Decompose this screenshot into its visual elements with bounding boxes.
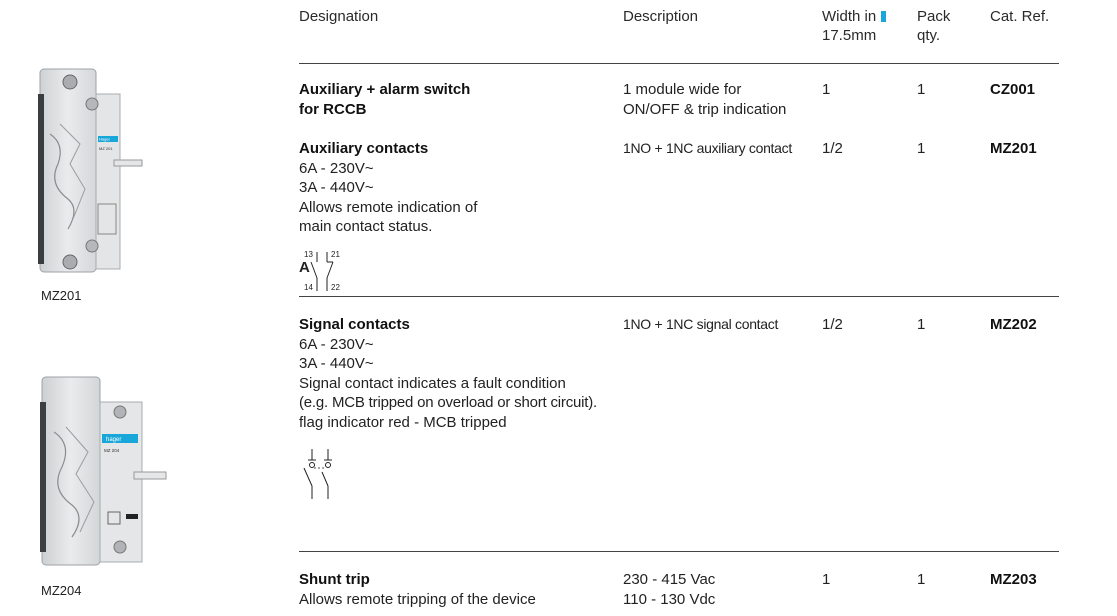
mz204-caption: MZ204 <box>41 583 82 598</box>
description-line: ON/OFF & trip indication <box>623 100 787 118</box>
auxiliary-contact-symbol <box>296 248 346 294</box>
detail-line: 6A - 230V~ <box>299 159 374 177</box>
description-line: 110 - 130 Vdc <box>623 590 716 608</box>
row-mz202-pack: 1 <box>917 316 926 333</box>
detail-line: 6A - 230V~ <box>299 335 374 353</box>
row-mz203-designation <box>299 570 536 609</box>
detail-line: 3A - 440V~ <box>299 179 374 196</box>
row-rule <box>299 296 1059 297</box>
detail-line: Signal contact indicates a fault condition <box>299 374 566 392</box>
row-cz001-catref: CZ001 <box>990 81 1036 98</box>
row-mz201-designation <box>299 139 477 237</box>
row-cz001-designation <box>299 80 470 119</box>
symbol-label-13: 13 <box>304 250 313 259</box>
width-marker-icon <box>881 11 886 22</box>
row-mz201-description: 1NO + 1NC auxiliary contact <box>623 140 792 156</box>
row-title: Auxiliary contacts <box>299 140 429 157</box>
header-pack <box>917 7 950 45</box>
detail-line: flag indicator red - MCB tripped <box>299 413 507 431</box>
row-mz202-width: 1/2 <box>822 316 843 333</box>
mz204-label-text: MZ 204 <box>104 448 120 453</box>
header-pack-line1: Pack <box>917 8 951 25</box>
row-mz203-catref: MZ203 <box>990 571 1037 588</box>
detail-line: main contact status. <box>299 218 433 235</box>
mz201-brand-text: Hager <box>99 136 110 142</box>
symbol-label-21: 21 <box>331 250 340 259</box>
row-cz001-description <box>623 80 786 119</box>
header-catref: Cat. Ref. <box>990 8 1050 25</box>
header-width-line2: 17.5mm <box>822 27 877 44</box>
row-mz202-description: 1NO + 1NC signal contact <box>623 316 779 332</box>
symbol-label-a: A <box>299 259 310 276</box>
header-pack-line2: qty. <box>917 27 941 44</box>
row-cz001-width: 1 <box>822 81 831 98</box>
row-title: Shunt trip <box>299 571 370 588</box>
detail-line: Allows remote indication of <box>299 198 478 216</box>
detail-line: Allows remote tripping of the device <box>299 590 536 608</box>
mz201-product-image <box>30 64 145 276</box>
row-mz201-width: 1/2 <box>822 140 843 157</box>
description-line: 1 module wide for <box>623 81 742 98</box>
mz204-product-image <box>30 372 170 572</box>
row-title: Auxiliary + alarm switch <box>299 81 471 98</box>
row-mz202-catref: MZ202 <box>990 316 1037 333</box>
signal-contact-symbol <box>298 446 338 502</box>
row-mz202-designation <box>299 315 597 432</box>
row-title: Signal contacts <box>299 316 410 333</box>
mz201-caption: MZ201 <box>41 288 82 303</box>
header-rule <box>299 63 1059 64</box>
detail-line: (e.g. MCB tripped on overload or short circuit). <box>299 394 598 411</box>
row-rule <box>299 551 1059 552</box>
row-mz201-pack: 1 <box>917 140 926 157</box>
mz204-brand-text: hager <box>106 437 122 443</box>
row-mz203-width: 1 <box>822 571 831 588</box>
header-width-line1: Width in <box>822 8 877 25</box>
detail-line: 3A - 440V~ <box>299 355 374 372</box>
symbol-label-14: 14 <box>304 283 313 292</box>
header-width <box>822 7 886 45</box>
symbol-label-22: 22 <box>331 283 340 292</box>
row-title: for RCCB <box>299 100 367 118</box>
row-mz201-catref: MZ201 <box>990 140 1037 157</box>
row-mz203-description <box>623 570 715 609</box>
header-designation: Designation <box>299 8 379 25</box>
description-line: 230 - 415 Vac <box>623 571 716 588</box>
row-mz203-pack: 1 <box>917 571 926 588</box>
mz201-label-text: MZ 201 <box>99 146 113 151</box>
header-description: Description <box>623 8 699 25</box>
row-cz001-pack: 1 <box>917 81 926 98</box>
